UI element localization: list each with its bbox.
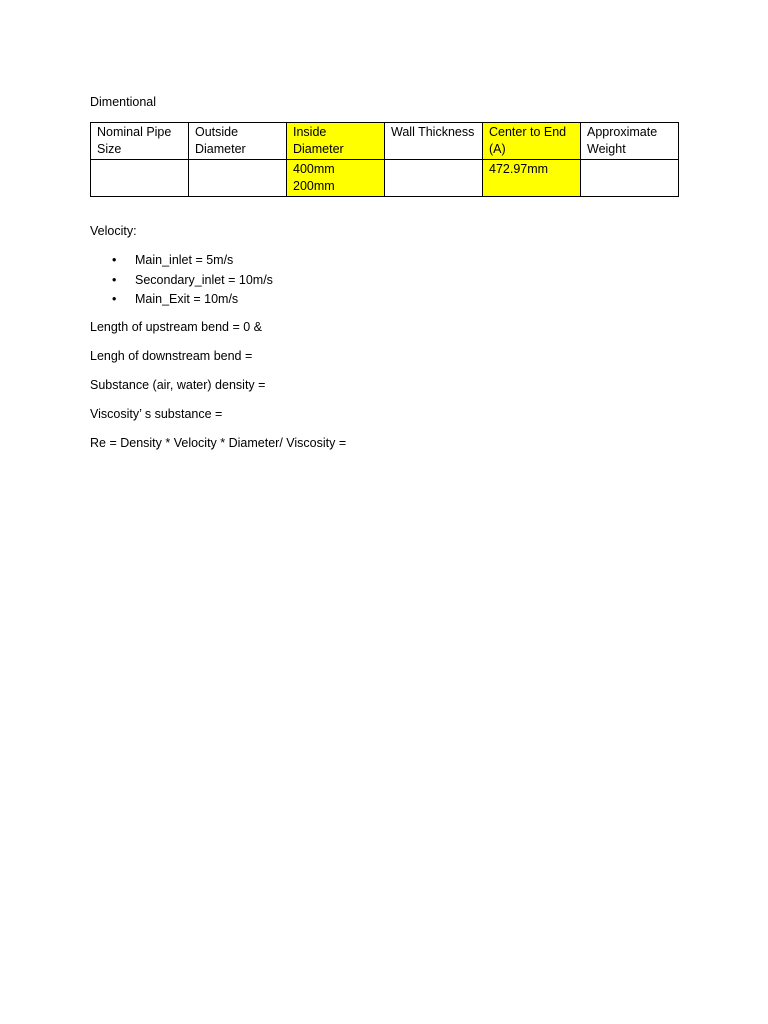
velocity-main-inlet: Main_inlet = 5m/s: [135, 253, 234, 267]
header-inside-diameter: Inside Diameter: [287, 123, 385, 160]
list-item: [90, 271, 273, 291]
velocity-secondary-inlet: Secondary_inlet = 10m/s: [135, 272, 273, 287]
header-approximate-weight: Approximate Weight: [581, 123, 679, 160]
cell-nominal-pipe-size: [91, 160, 189, 197]
header-outside-diameter: Outside Diameter: [189, 123, 287, 160]
list-item: [90, 290, 273, 310]
viscosity-line: Viscosity’ s substance =: [90, 407, 223, 421]
bullet-icon: •: [112, 272, 117, 287]
velocity-list: [90, 251, 273, 310]
table-header-row: [91, 123, 679, 160]
inside-diameter-value-2: 200mm: [293, 179, 335, 193]
downstream-bend-line: Lengh of downstream bend =: [90, 349, 253, 363]
cell-wall-thickness: [385, 160, 483, 197]
header-nominal-pipe-size: Nominal Pipe Size: [91, 123, 189, 160]
bullet-icon: •: [112, 292, 117, 306]
list-item: [90, 251, 273, 271]
cell-approximate-weight: [581, 160, 679, 197]
cell-center-to-end: 472.97mm: [483, 160, 581, 197]
cell-inside-diameter: [287, 160, 385, 197]
bullet-icon: •: [112, 253, 117, 267]
upstream-bend-line: Length of upstream bend = 0 &: [90, 320, 262, 334]
reynolds-line: Re = Density * Velocity * Diameter/ Viscosity =: [90, 436, 347, 450]
header-center-to-end: Center to End (A): [483, 123, 581, 160]
velocity-main-exit: Main_Exit = 10m/s: [135, 292, 239, 306]
header-wall-thickness: Wall Thickness: [385, 123, 483, 160]
table-row: [91, 160, 679, 197]
section-heading: Dimentional: [90, 95, 157, 109]
inside-diameter-value-1: 400mm: [293, 162, 335, 176]
density-line: Substance (air, water) density =: [90, 378, 266, 392]
velocity-title: Velocity:: [90, 224, 137, 238]
dimension-table: [90, 122, 679, 197]
cell-outside-diameter: [189, 160, 287, 197]
